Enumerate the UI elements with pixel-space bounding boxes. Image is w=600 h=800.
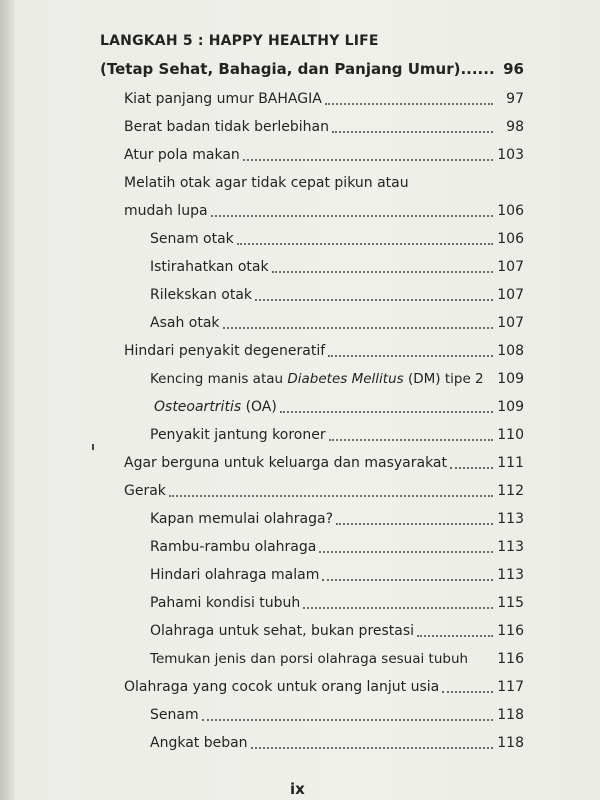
chapter-subtitle-row [100,54,524,78]
toc-entry: Osteoartritis (OA) 109 [154,399,524,415]
toc-entry: Agar berguna untuk keluarga dan masyarakat 111 [124,455,524,471]
toc-entry: mudah lupa 106 [124,203,524,219]
page-gutter [0,0,14,800]
stray-mark [92,444,94,450]
chapter-title: LANGKAH 5 : HAPPY HEALTHY LIFE [100,33,379,49]
toc-entry: Kiat panjang umur BAHAGIA 97 [124,91,524,107]
toc-entry: Asah otak 107 [150,315,524,331]
toc-entry: Angkat beban 118 [150,735,524,751]
toc-entry: Olahraga untuk sehat, bukan prestasi 116 [150,623,524,639]
toc-entry: Istirahatkan otak 107 [150,259,524,275]
toc-entry: Penyakit jantung koroner 110 [150,427,524,443]
page-folio: ix [290,780,305,798]
toc-entry: Senam otak 106 [150,231,524,247]
toc-entry: Rambu-rambu olahraga 113 [150,539,524,555]
toc-entry: Melatih otak agar tidak cepat pikun atau [124,175,409,191]
toc-entry: Hindari olahraga malam 113 [150,567,524,583]
toc-entry: Atur pola makan 103 [124,147,524,163]
toc-entry: Gerak 112 [124,483,524,499]
toc-entry: Olahraga yang cocok untuk orang lanjut usia 117 [124,679,524,695]
toc-entry: Temukan jenis dan porsi olahraga sesuai tubuh 116 [150,651,524,667]
toc-entry: Rilekskan otak 107 [150,287,524,303]
chapter-subtitle: (Tetap Sehat, Bahagia, dan Panjang Umur)...... [100,60,495,78]
toc-entry: Kencing manis atau Diabetes Mellitus (DM) tipe 2 109 [150,371,524,387]
toc-entry: Berat badan tidak berlebihan 98 [124,119,524,135]
toc-entry: Kapan memulai olahraga? 113 [150,511,524,527]
chapter-page-number: 96 [503,60,524,78]
toc-entry: Senam 118 [150,707,524,723]
toc-entry: Pahami kondisi tubuh 115 [150,595,524,611]
toc-entry: Hindari penyakit degeneratif 108 [124,343,524,359]
